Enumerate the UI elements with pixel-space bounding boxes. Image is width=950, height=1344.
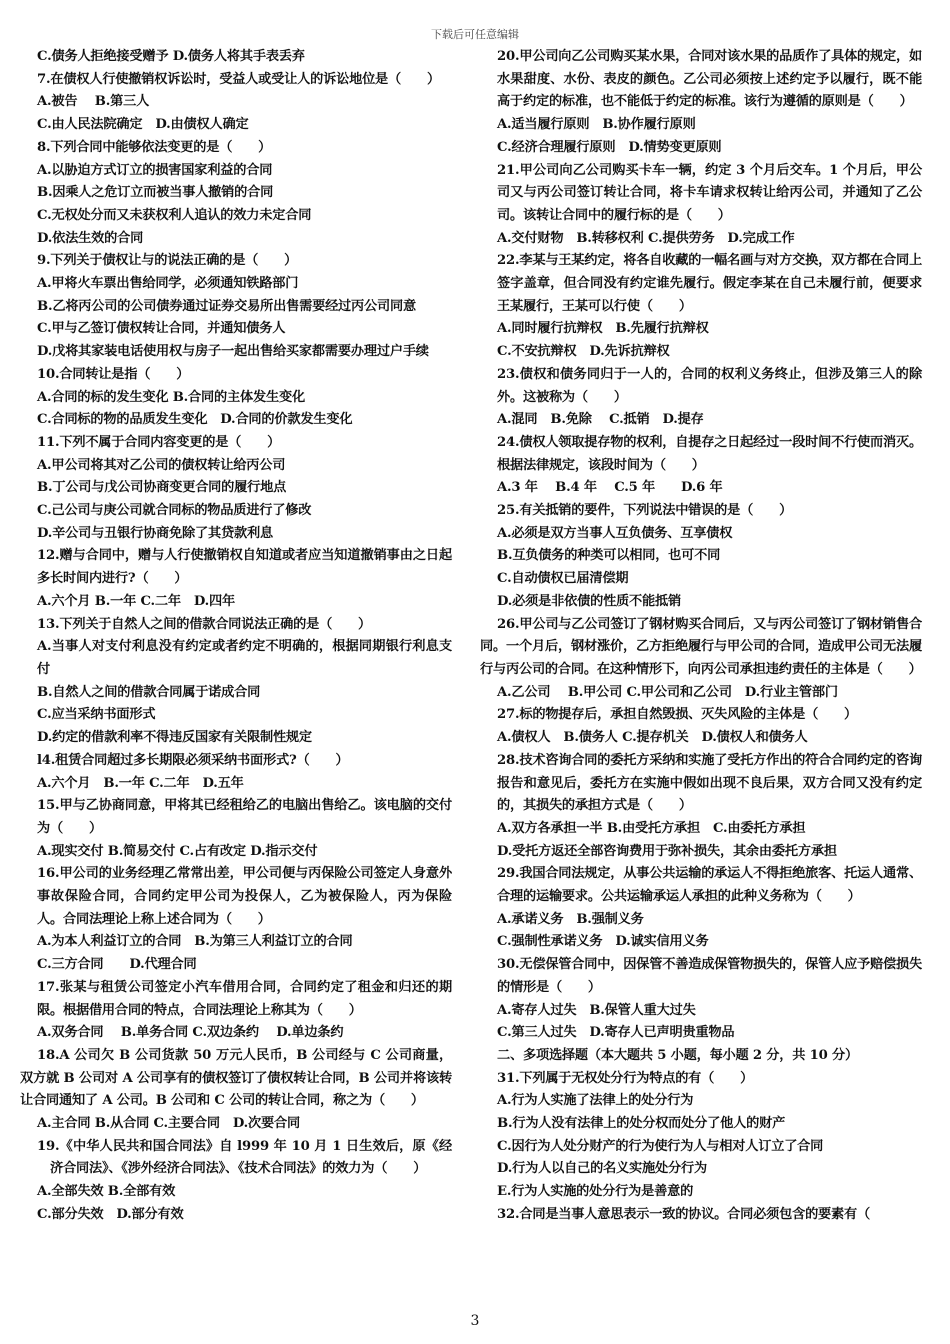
text-line: C.合同标的物的品质发生变化 D.合同的价款发生变化 [37, 412, 353, 428]
text-line: l4.租赁合同超过多长期限必须采纳书面形式?（ ） [37, 752, 349, 768]
text-line: C.应当采纳书面形式 [37, 707, 156, 723]
text-line: A.债权人 B.债务人 C.提存机关 D.债权人和债务人 [497, 730, 808, 746]
text-line: 20.甲公司向乙公司购买某水果，合同对该水果的品质作了具体的规定，如水果甜度、水份、表皮的颜色。乙公司必须按上述约定予以履行，既不能高于约定的标准，也不能低于约定的标准。该行为遵循的原则是（ ） [497, 49, 922, 110]
text-line: 7.在债权人行使撤销权诉讼时，受益人或受让人的诉讼地位是（ ） [37, 71, 440, 87]
text-line: A.当事人对支付利息没有约定或者约定不明确的，根据同期银行利息支付 [37, 639, 452, 677]
text-line: A.六个月 B.一年 C.二年 D.四年 [37, 593, 236, 609]
text-line: E.行为人实施的处分行为是善意的 [497, 1184, 694, 1200]
text-line: A.必须是双方当事人互负债务、互享债权 [497, 525, 733, 541]
text-line: A.合同的标的发生变化 B.合同的主体发生变化 [37, 389, 305, 405]
text-line: D.约定的借款利率不得违反国家有关限制性规定 [37, 730, 312, 746]
text-line: A.双务合同 B.单务合同 C.双边条约 D.单边条约 [37, 1025, 344, 1041]
text-line: C.强制性承诺义务 D.诚实信用义务 [497, 934, 709, 950]
text-line: 26.甲公司与乙公司签订了钢材购买合同后，又与丙公司签订了钢材销售合同。一个月后，钢材涨价，乙方拒绝履行与甲公司的合同，造成甲公司无法履行与丙公司的合同。在这种情形下，向丙公司承担违约责任的主体是（ ） [480, 616, 922, 677]
text-line: D.辛公司与丑银行协商免除了其贷款利息 [37, 525, 273, 541]
text-line: A.现实交付 B.简易交付 C.占有改定 D.指示交付 [37, 843, 318, 859]
text-line: A.适当履行原则 B.协作履行原则 [497, 117, 696, 133]
text-line: C.因行为人处分财产的行为使行为人与相对人订立了合同 [497, 1138, 824, 1154]
text-line: 8.下列合同中能够依法变更的是（ ） [37, 139, 272, 155]
text-line: A.甲将火车票出售给同学，必须通知铁路部门 [37, 276, 299, 292]
text-line: 30.无偿保管合同中，因保管不善造成保管物损失的，保管人应予赔偿损失的情形是（ ） [497, 957, 922, 995]
text-line: A.全部失效 B.全部有效 [37, 1184, 176, 1200]
text-line: A.主合同 B.从合同 C.主要合同 D.次要合同 [37, 1116, 300, 1132]
text-line: 10.合同转让是指（ ） [37, 366, 190, 382]
text-line: 27.标的物提存后，承担自然毁损、灭失风险的主体是（ ） [497, 707, 858, 723]
text-line: A.混同 B.免除 C.抵销 D.提存 [497, 412, 704, 428]
text-line: 31.下列属于无权处分行为特点的有（ ） [497, 1070, 754, 1086]
page-header: 下载后可任意编辑 [431, 28, 519, 41]
text-line: 18.A 公司欠 B 公司货款 50 万元人民币，B 公司经与 C 公司商量，双方就 B 公司对 A 公司享有的债权签订了债权转让合同，B 公司并将该转让合同通知了 A 公司。B 公司和 C 公司的转让合同，称之为（ ） [20, 1047, 452, 1109]
text-line: 12.赠与合同中，赠与人行使撤销权自知道或者应当知道撤销事由之日起多长时间内进行?（ ） [37, 548, 452, 587]
text-line: C.不安抗辩权 D.先诉抗辩权 [497, 344, 670, 360]
text-line: 28.技术咨询合同的委托方采纳和实施了受托方作出的符合合同约定的咨询报告和意见后，委托方在实施中假如出现不良后果，双方合同又没有约定的，其损失的承担方式是（ ） [497, 752, 922, 814]
text-line: 24.债权人领取提存物的权利，自提存之日起经过一段时间不行使而消灭。根据法律规定，该段时间为（ ） [497, 434, 922, 473]
text-line: A.以胁迫方式订立的损害国家利益的合同 [37, 162, 273, 178]
text-line: B.互负债务的种类可以相同，也可不同 [497, 548, 721, 564]
text-line: C.无权处分而又未获权利人追认的效力未定合同 [37, 207, 312, 223]
text-line: D.依法生效的合同 [37, 230, 144, 246]
text-line: 19.《中华人民共和国合同法》自 l999 年 10 月 1 日生效后，原《经济合同法》、《涉外经济合同法》、《技术合同法》的效力为（ ） [37, 1138, 452, 1177]
text-line: C.自动债权已届清偿期 [497, 571, 629, 587]
text-line: A.甲公司将其对乙公司的债权转让给丙公司 [37, 457, 286, 473]
text-line: 29.我国合同法规定，从事公共运输的承运人不得拒绝旅客、托运人通常、合理的运输要求。公共运输承运人承担的此种义务称为（ ） [497, 866, 922, 905]
text-line: A.乙公司 B.甲公司 C.甲公司和乙公司 D.行业主管部门 [497, 684, 838, 700]
text-line: C.由人民法院确定 D.由债权人确定 [37, 117, 249, 133]
text-line: 25.有关抵销的要件，下列说法中错误的是（ ） [497, 503, 793, 519]
text-line: C.经济合理履行原则 D.情势变更原则 [497, 139, 722, 155]
text-line: A.被告 B.第三人 [37, 94, 150, 110]
text-line: D.戊将其家装电话使用权与房子一起出售给买家都需要办理过户手续 [37, 344, 429, 360]
text-line: D.行为人以自己的名义实施处分行为 [497, 1161, 707, 1177]
text-line: D.受托方返还全部咨询费用于弥补损失，其余由委托方承担 [497, 843, 837, 859]
text-line: 32.合同是当事人意思表示一致的协议。合同必须包含的要素有（ [497, 1206, 871, 1222]
text-line: A.交付财物 B.转移权利 C.提供劳务 D.完成工作 [497, 230, 795, 246]
text-line: B.因乘人之危订立而被当事人撤销的合同 [37, 185, 274, 201]
text-line: A.双方各承担一半 B.由受托方承担 C.由委托方承担 [497, 820, 806, 836]
text-line: A.行为人实施了法律上的处分行为 [497, 1093, 694, 1109]
text-line: A.3 年 B.4 年 C.5 年 D.6 年 [497, 480, 723, 496]
page-number: 3 [470, 1313, 480, 1329]
text-line: 9.下列关于债权让与的说法正确的是（ ） [37, 253, 298, 269]
text-line: 17.张某与租赁公司签定小汽车借用合同，合同约定了租金和归还的期限。根据借用合同的特点，合同法理论上称其为（ ） [37, 979, 452, 1018]
text-line: 15.甲与乙协商同意，甲将其已经租给乙的电脑出售给乙。该电脑的交付为（ ） [37, 798, 452, 836]
text-line: C.三方合同 D.代理合同 [37, 957, 197, 973]
right-column [480, 46, 922, 1227]
text-line: C.甲与乙签订债权转让合同，并通知债务人 [37, 321, 286, 337]
text-line: B.行为人没有法律上的处分权而处分了他人的财产 [497, 1116, 786, 1132]
text-line: 22.李某与王某约定，将各自收藏的一幅名画与对方交换，双方都在合同上签字盖章，但合同没有约定谁先履行。假定李某在自己未履行前，便要求王某履行，王某可以行使（ ） [497, 253, 922, 314]
text-line: 13.下列关于自然人之间的借款合同说法正确的是（ ） [37, 616, 372, 632]
text-line: A.承诺义务 B.强制义务 [497, 911, 644, 927]
text-line: 21.甲公司向乙公司购买卡车一辆，约定 3 个月后交车。1 个月后，甲公司又与丙公司签订转让合同，将卡车请求权转让给丙公司，并通知了乙公司。该转让合同中的履行标的是（ ） [497, 162, 922, 223]
text-line: 二、多项选择题（本大题共 5 小题，每小题 2 分，共 10 分） [497, 1047, 858, 1063]
text-line: C.己公司与庚公司就合同标的物品质进行了修改 [37, 503, 312, 519]
text-line: A.寄存人过失 B.保管人重大过失 [497, 1002, 696, 1018]
left-column [20, 46, 452, 1227]
text-line: C.部分失效 D.部分有效 [37, 1206, 184, 1222]
text-line: B.丁公司与戊公司协商变更合同的履行地点 [37, 480, 287, 496]
text-line: A.六个月 B.一年 C.二年 D.五年 [37, 775, 244, 791]
text-line: 23.债权和债务同归于一人的，合同的权利义务终止，但涉及第三人的除外。这被称为（ ） [497, 366, 922, 405]
text-line: A.同时履行抗辩权 B.先履行抗辩权 [497, 321, 709, 337]
text-line: 11.下列不属于合同内容变更的是（ ） [37, 434, 281, 450]
text-line: C.债务人拒绝接受赠予 D.债务人将其手表丢弃 [37, 49, 305, 64]
text-line: B.乙将丙公司的公司债券通过证券交易所出售需要经过丙公司同意 [37, 298, 416, 314]
text-line: D.必须是非依债的性质不能抵销 [497, 593, 681, 609]
text-line: A.为本人利益订立的合同 B.为第三人利益订立的合同 [37, 934, 353, 950]
text-line: B.自然人之间的借款合同属于诺成合同 [37, 684, 261, 700]
text-line: 16.甲公司的业务经理乙常常出差，甲公司便与丙保险公司签定人身意外事故保险合同，合同约定甲公司为投保人，乙为被保险人，丙为保险人。合同法理论上称上述合同为（ ） [37, 866, 452, 927]
text-line: C.第三人过失 D.寄存人已声明贵重物品 [497, 1025, 735, 1041]
